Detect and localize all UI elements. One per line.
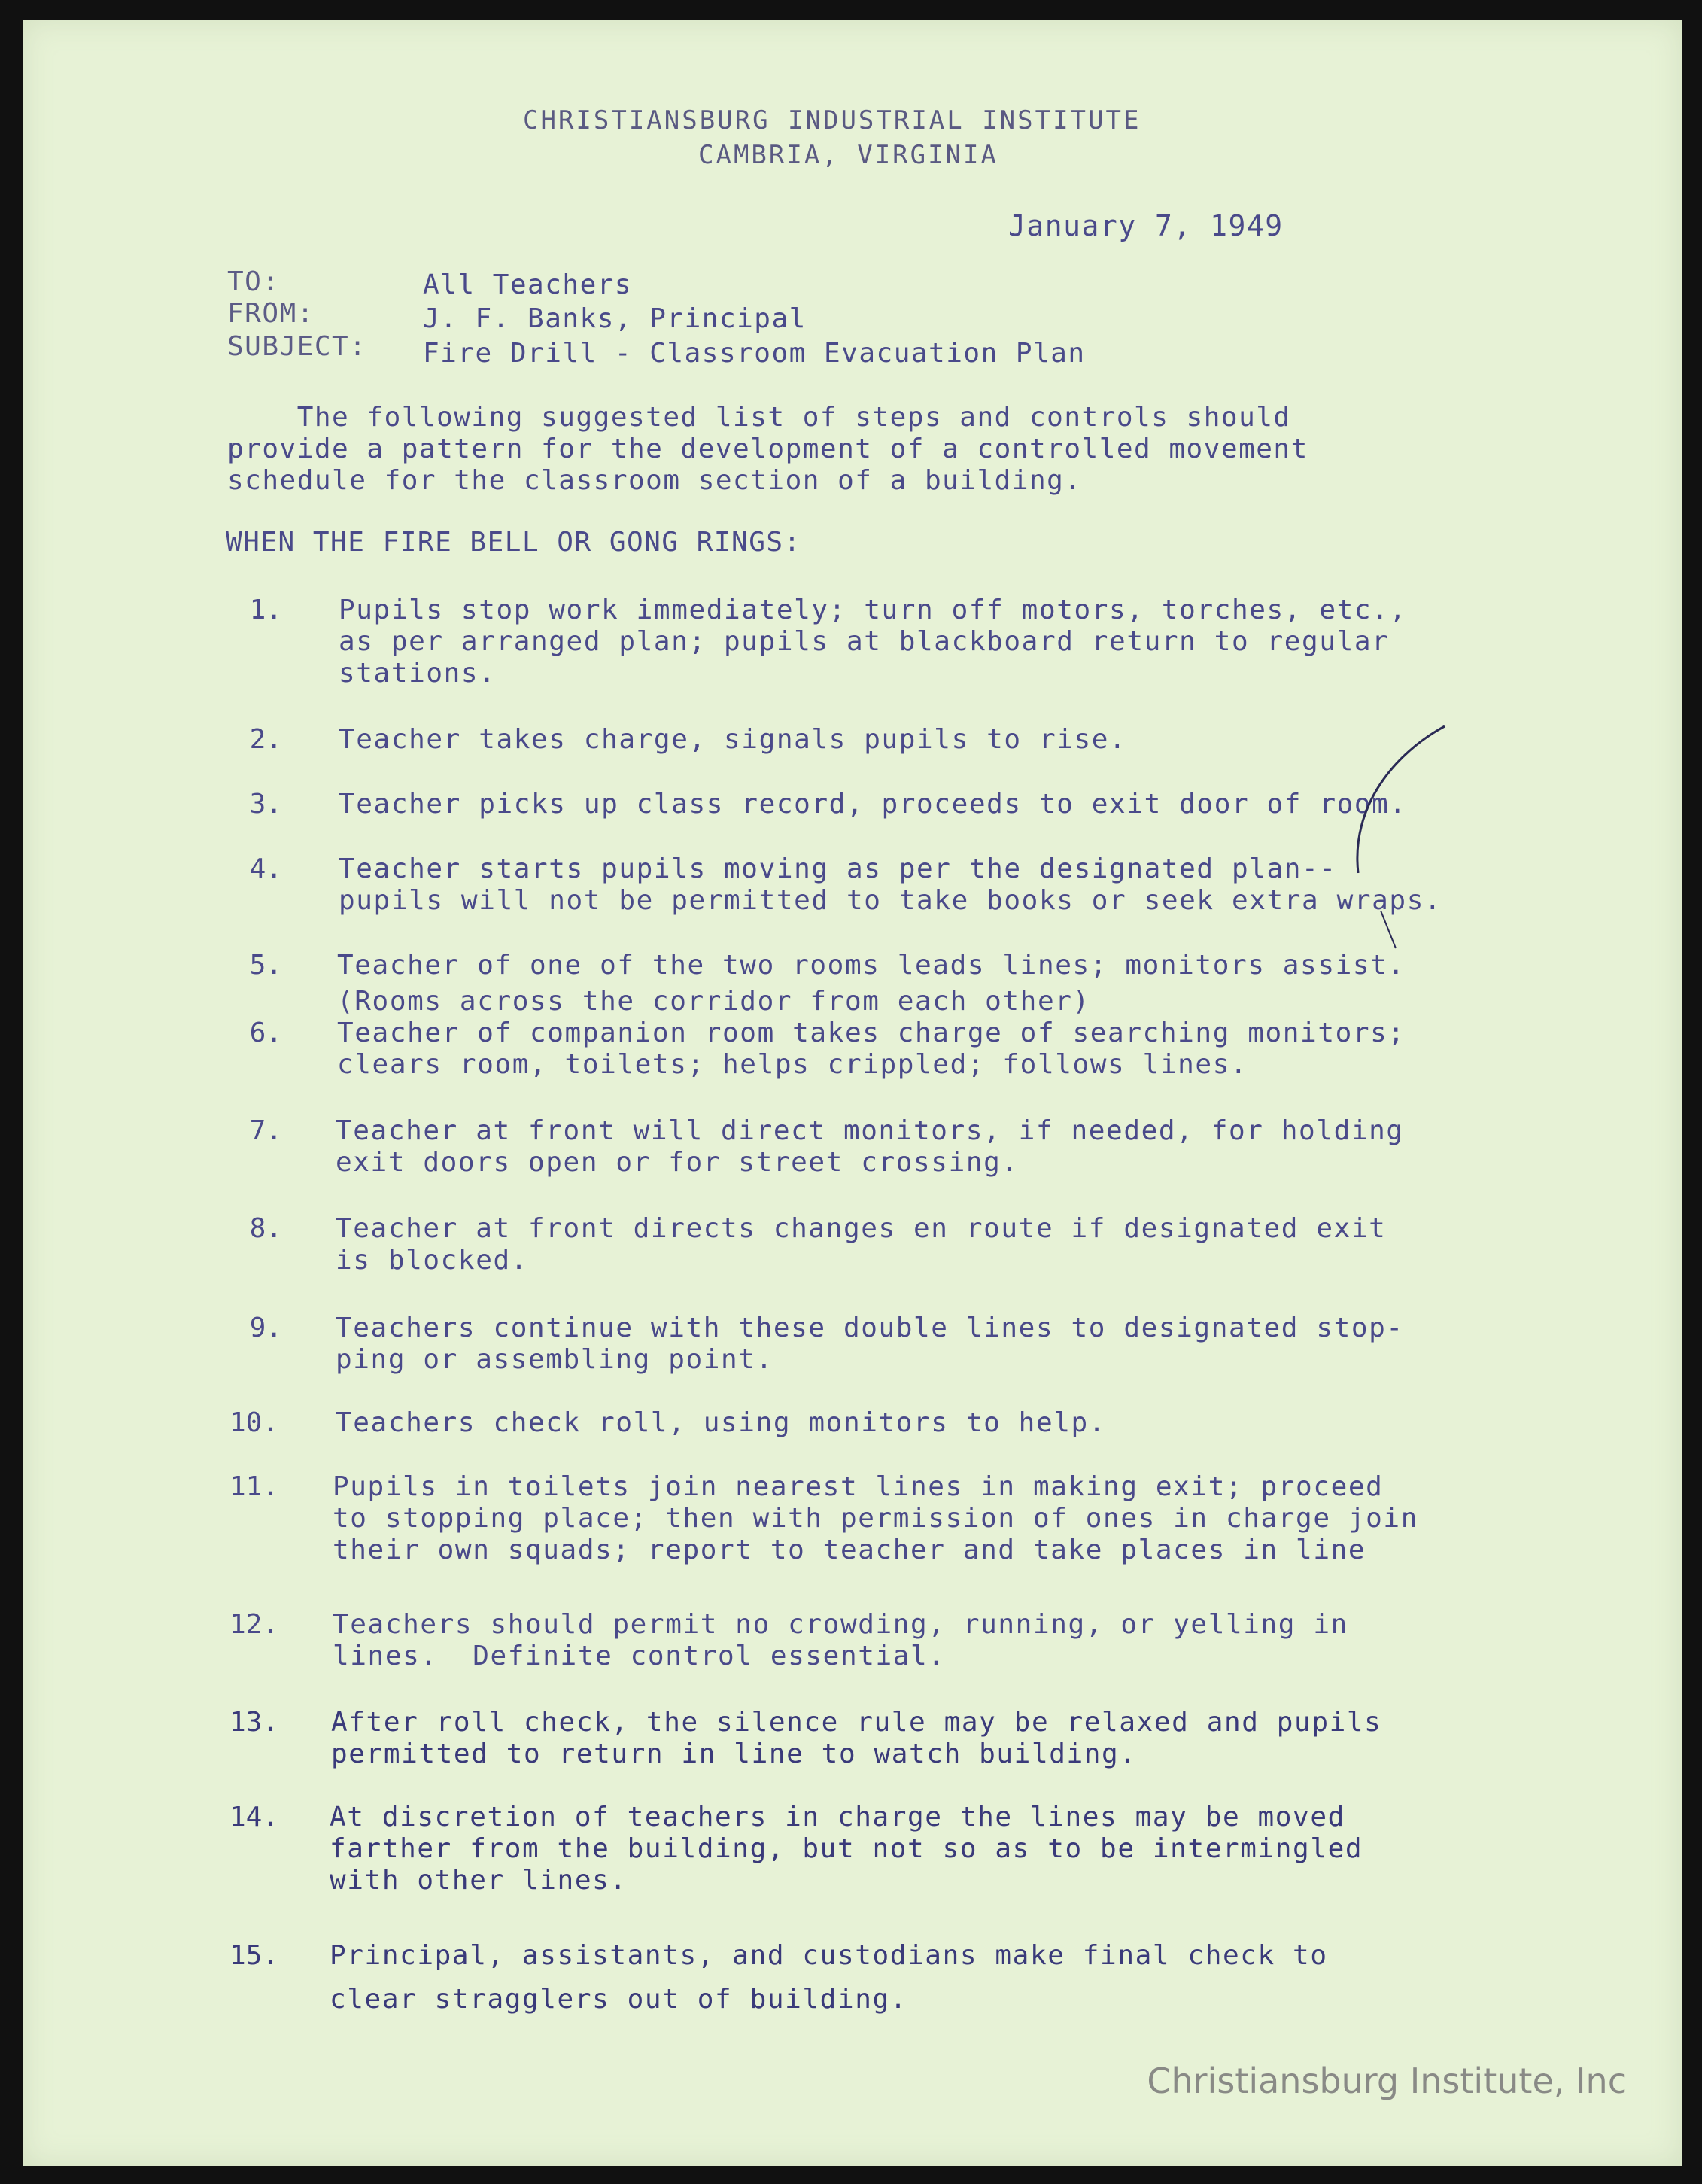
step-text-line: clear stragglers out of building.	[330, 1984, 908, 2015]
step-number: 7.	[249, 1115, 282, 1146]
step-text-line: Pupils stop work immediately; turn off motors, torches, etc.,	[339, 595, 1407, 625]
step-text-line: their own squads; report to teacher and take places in line	[333, 1535, 1366, 1565]
letterhead-institution: CHRISTIANSBURG INDUSTRIAL INSTITUTE	[523, 105, 1141, 135]
step-number: 9.	[249, 1313, 282, 1343]
subject-label: SUBJECT:	[227, 331, 367, 362]
to-value: All Teachers	[423, 269, 633, 300]
step-number: 4.	[249, 853, 282, 884]
memo-date: January 7, 1949	[1008, 209, 1284, 242]
step-number: 10.	[229, 1407, 278, 1438]
step-text-line: Teachers continue with these double lines to designated stop-	[336, 1313, 1404, 1343]
step-number: 8.	[249, 1213, 282, 1244]
step-text-line: lines. Definite control essential.	[333, 1641, 946, 1671]
letterhead-location: CAMBRIA, VIRGINIA	[698, 140, 998, 170]
step-number: 3.	[249, 789, 282, 820]
from-label: FROM:	[227, 298, 315, 329]
step-text-line: farther from the building, but not so as to be intermingled	[330, 1833, 1363, 1864]
intro-line-1: The following suggested list of steps and controls should	[227, 402, 1291, 433]
step-number: 2.	[249, 724, 282, 755]
intro-line-2: provide a pattern for the development of a controlled movement	[227, 433, 1308, 464]
step-text-line: as per arranged plan; pupils at blackboard return to regular	[339, 626, 1390, 657]
step-number: 6.	[249, 1017, 282, 1048]
step-text-line: Pupils in toilets join nearest lines in making exit; proceed	[333, 1471, 1384, 1502]
step-text-line: Teacher of one of the two rooms leads lines; monitors assist.	[337, 950, 1406, 981]
step-number: 1.	[249, 595, 282, 625]
step-text-line: Teachers should permit no crowding, running, or yelling in	[333, 1609, 1348, 1640]
step-number: 5.	[249, 950, 282, 981]
step-number: 11.	[229, 1471, 278, 1502]
step-number: 14.	[229, 1802, 278, 1833]
pen-mark-icon	[1336, 722, 1456, 971]
step-text-line: ping or assembling point.	[336, 1344, 773, 1375]
step-number: 15.	[229, 1940, 278, 1971]
watermark-text: Christiansburg Institute, Inc	[1147, 2061, 1627, 2101]
step-number: 13.	[229, 1707, 278, 1738]
step-number: 12.	[229, 1609, 278, 1640]
step-text-line: to stopping place; then with permission of ones in charge join	[333, 1503, 1418, 1534]
step-text-line: At discretion of teachers in charge the lines may be moved	[330, 1802, 1345, 1833]
step-text-line: Teachers check roll, using monitors to help.	[336, 1407, 1107, 1438]
step-text-line: is blocked.	[336, 1245, 529, 1276]
step-text-line: permitted to return in line to watch building.	[331, 1738, 1137, 1769]
step-text-line: Teacher picks up class record, proceeds to exit door of room.	[339, 789, 1407, 820]
intro-line-3: schedule for the classroom section of a building.	[227, 465, 1082, 496]
step-text-line: (Rooms across the corridor from each other)	[337, 986, 1090, 1017]
from-value: J. F. Banks, Principal	[423, 303, 807, 334]
step-text-line: Teacher at front will direct monitors, if needed, for holding	[336, 1115, 1404, 1146]
step-text-line: After roll check, the silence rule may be relaxed and pupils	[331, 1707, 1382, 1738]
step-text-line: Teacher at front directs changes en route if designated exit	[336, 1213, 1387, 1244]
step-text-line: Teacher starts pupils moving as per the designated plan--	[339, 853, 1337, 884]
step-text-line: exit doors open or for street crossing.	[336, 1147, 1019, 1178]
step-text-line: stations.	[339, 658, 497, 689]
step-text-line: pupils will not be permitted to take books or seek extra wraps.	[339, 885, 1442, 916]
step-text-line: Teacher of companion room takes charge of searching monitors;	[337, 1017, 1406, 1048]
section-heading: WHEN THE FIRE BELL OR GONG RINGS:	[226, 527, 801, 558]
step-text-line: Teacher takes charge, signals pupils to rise.	[339, 724, 1127, 755]
step-text-line: with other lines.	[330, 1865, 628, 1896]
step-text-line: Principal, assistants, and custodians make final check to	[330, 1940, 1328, 1971]
to-label: TO:	[227, 266, 280, 297]
step-text-line: clears room, toilets; helps crippled; follows lines.	[337, 1049, 1248, 1080]
subject-value: Fire Drill - Classroom Evacuation Plan	[423, 338, 1086, 369]
